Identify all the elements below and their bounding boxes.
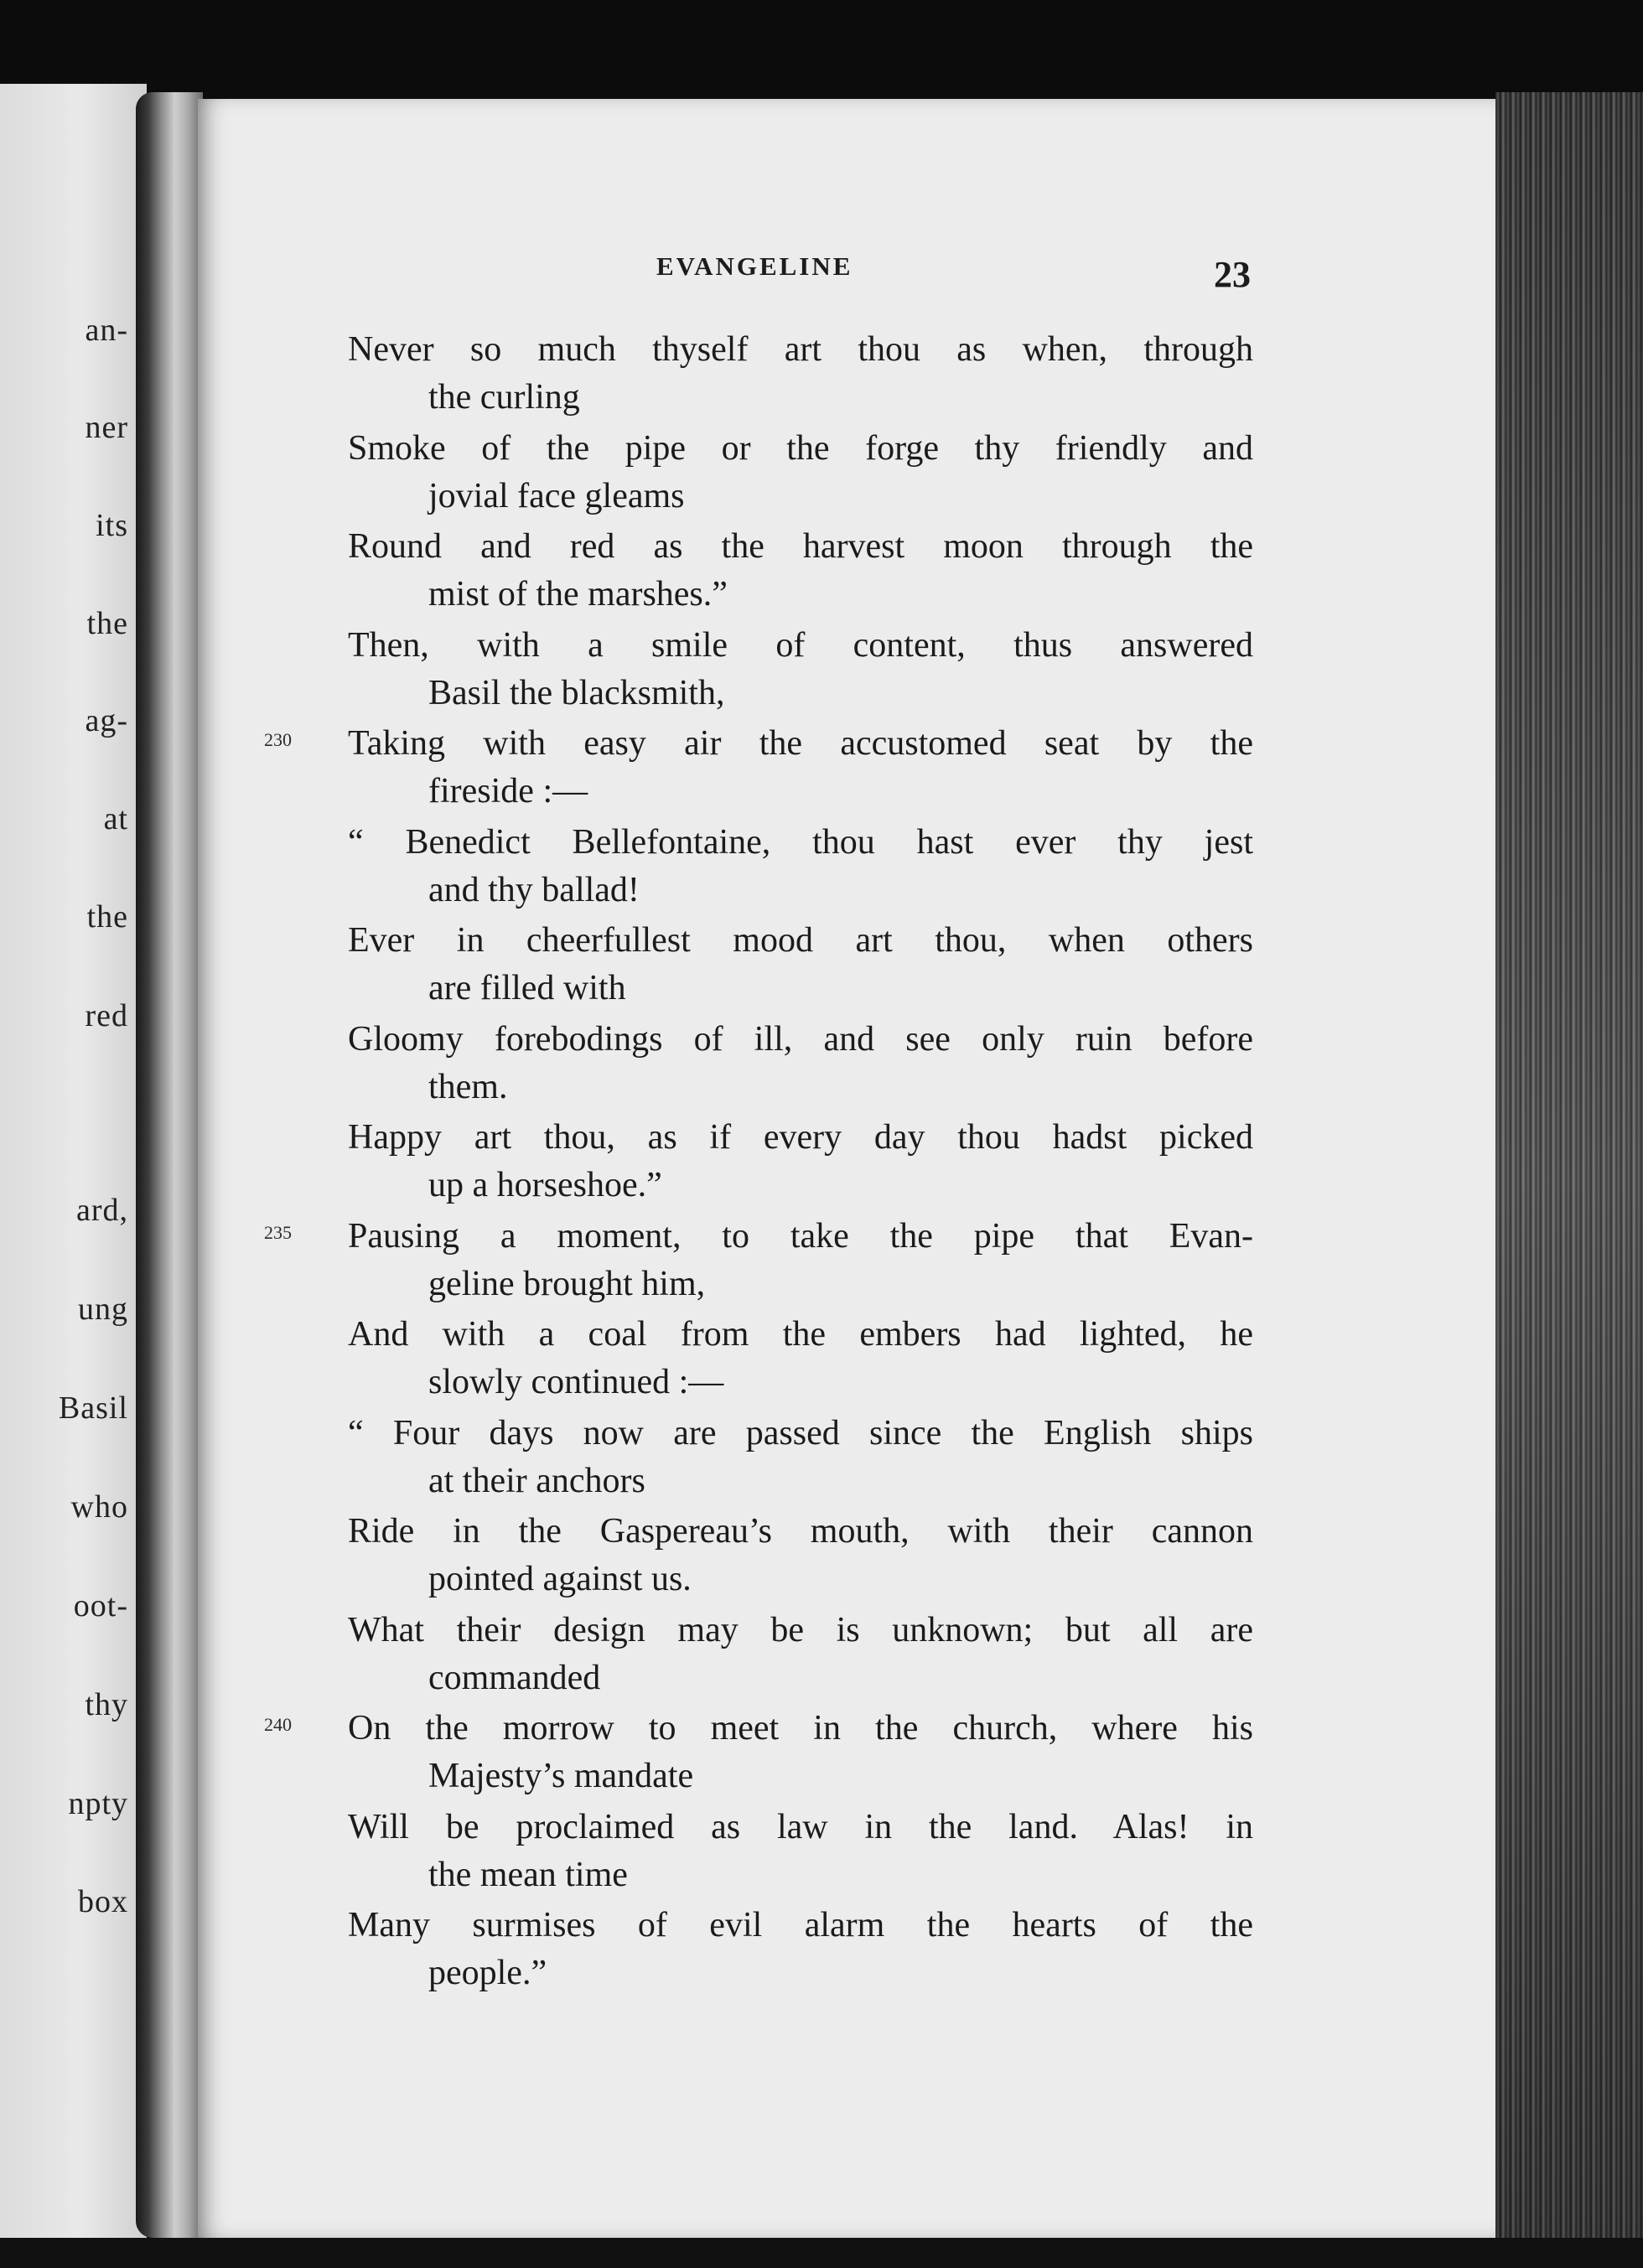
facing-page-fragment: ag-: [85, 703, 128, 738]
verse-line: [348, 1015, 1253, 1111]
facing-page-fragment: npty: [68, 1786, 128, 1821]
facing-page-fragment: ard,: [75, 1193, 128, 1228]
verse-line-text: Never so much thyself art thou as when, through: [348, 330, 1253, 369]
verse-line: [348, 621, 1253, 717]
facing-page-fragment: who: [70, 1489, 128, 1525]
facing-page-fragment: thy: [85, 1687, 128, 1722]
facing-page-fragment: the: [86, 899, 128, 935]
verse-line: [348, 1901, 1253, 1996]
verse-line-continuation: jovial face gleams: [428, 476, 685, 515]
facing-page-fragment: ung: [78, 1292, 128, 1327]
verse-line-continuation: people.”: [428, 1954, 547, 1992]
verse-line: [348, 1803, 1253, 1898]
verse-line-continuation: mist of the marshes.”: [428, 575, 728, 614]
verse-line-text: Round and red as the harvest moon through the: [348, 527, 1253, 566]
verse-line-text: Pausing a moment, to take the pipe that Evan-: [348, 1216, 1253, 1256]
facing-page-fragment: its: [96, 508, 128, 543]
facing-page-fragment: red: [85, 998, 128, 1033]
verse-line-continuation: and thy ballad!: [428, 870, 640, 909]
scan-border: [0, 2238, 1643, 2268]
verse-line-continuation: Basil the blacksmith,: [428, 673, 725, 712]
facing-page-fragment: the: [86, 606, 128, 641]
verse-line-text: Ever in cheerfullest mood art thou, when others: [348, 921, 1253, 960]
verse-line-text: “ Benedict Bellefontaine, thou hast ever thy jest: [348, 822, 1253, 862]
facing-page-fragment: Basil: [58, 1390, 128, 1426]
verse-line-text: Gloomy forebodings of ill, and see only ruin before: [348, 1019, 1253, 1059]
verse-line-continuation: slowly continued :—: [428, 1363, 724, 1401]
verse-line-continuation: them.: [428, 1067, 508, 1106]
verse-line: [348, 818, 1253, 914]
verse-line-text: And with a coal from the embers had lighted, he: [348, 1315, 1253, 1354]
facing-page-fragment: at: [103, 801, 128, 836]
verse-line-text: Smoke of the pipe or the forge thy friendly and: [348, 428, 1253, 468]
verse-line-continuation: the curling: [428, 378, 580, 417]
verse-line: [348, 1704, 1253, 1799]
verse-line-text: “ Four days now are passed since the English ships: [348, 1413, 1253, 1452]
verse-line-continuation: are filled with: [428, 969, 626, 1007]
facing-page-fragment: box: [78, 1884, 128, 1919]
verse-line-continuation: fireside :—: [428, 772, 588, 810]
running-title: EVANGELINE: [656, 251, 853, 281]
verse-line-continuation: commanded: [428, 1658, 601, 1697]
line-number: 240: [264, 1714, 292, 1735]
verse-line: [348, 522, 1253, 618]
verse-line: [348, 1507, 1253, 1603]
verse-line-continuation: at their anchors: [428, 1461, 645, 1500]
verse-line: [348, 916, 1253, 1012]
line-number: 235: [264, 1221, 292, 1243]
verse-line-text: Happy art thou, as if every day thou hadst picked: [348, 1118, 1253, 1157]
verse-line-text: On the morrow to meet in the church, where his: [348, 1709, 1253, 1748]
verse-line-text: Taking with easy air the accustomed seat by the: [348, 724, 1253, 763]
verse-line-continuation: geline brought him,: [428, 1264, 706, 1303]
verse-line: [348, 1409, 1253, 1504]
verse-line: [348, 1310, 1253, 1406]
book-page-edge: [1495, 92, 1643, 2268]
verse-line: [348, 1113, 1253, 1209]
verse-line-text: Many surmises of evil alarm the hearts of the: [348, 1906, 1253, 1944]
verse-line-text: Will be proclaimed as law in the land. Alas! in: [348, 1807, 1253, 1846]
verse-line-continuation: up a horseshoe.”: [428, 1166, 662, 1204]
page-number: 23: [1214, 254, 1251, 295]
facing-page-fragment: ner: [85, 410, 128, 445]
verse-line: [348, 424, 1253, 520]
book-gutter: [136, 92, 203, 2238]
facing-page-fragment: an-: [85, 313, 128, 348]
verse-line: [348, 1212, 1253, 1307]
line-number: 230: [264, 729, 292, 750]
verse-line: [348, 719, 1253, 815]
verse-line: [348, 1606, 1253, 1701]
facing-page-fragment: oot-: [73, 1588, 128, 1623]
verse-line-continuation: the mean time: [428, 1855, 628, 1894]
verse-line-text: Then, with a smile of content, thus answered: [348, 625, 1253, 665]
verse-line-continuation: Majesty’s mandate: [428, 1757, 694, 1795]
verse-line-continuation: pointed against us.: [428, 1560, 692, 1598]
facing-page: [0, 84, 147, 2246]
verse-line-text: Ride in the Gaspereau’s mouth, with their cannon: [348, 1512, 1253, 1551]
verse-line-text: What their design may be is unknown; but all are: [348, 1610, 1253, 1649]
verse-line: [348, 325, 1253, 421]
